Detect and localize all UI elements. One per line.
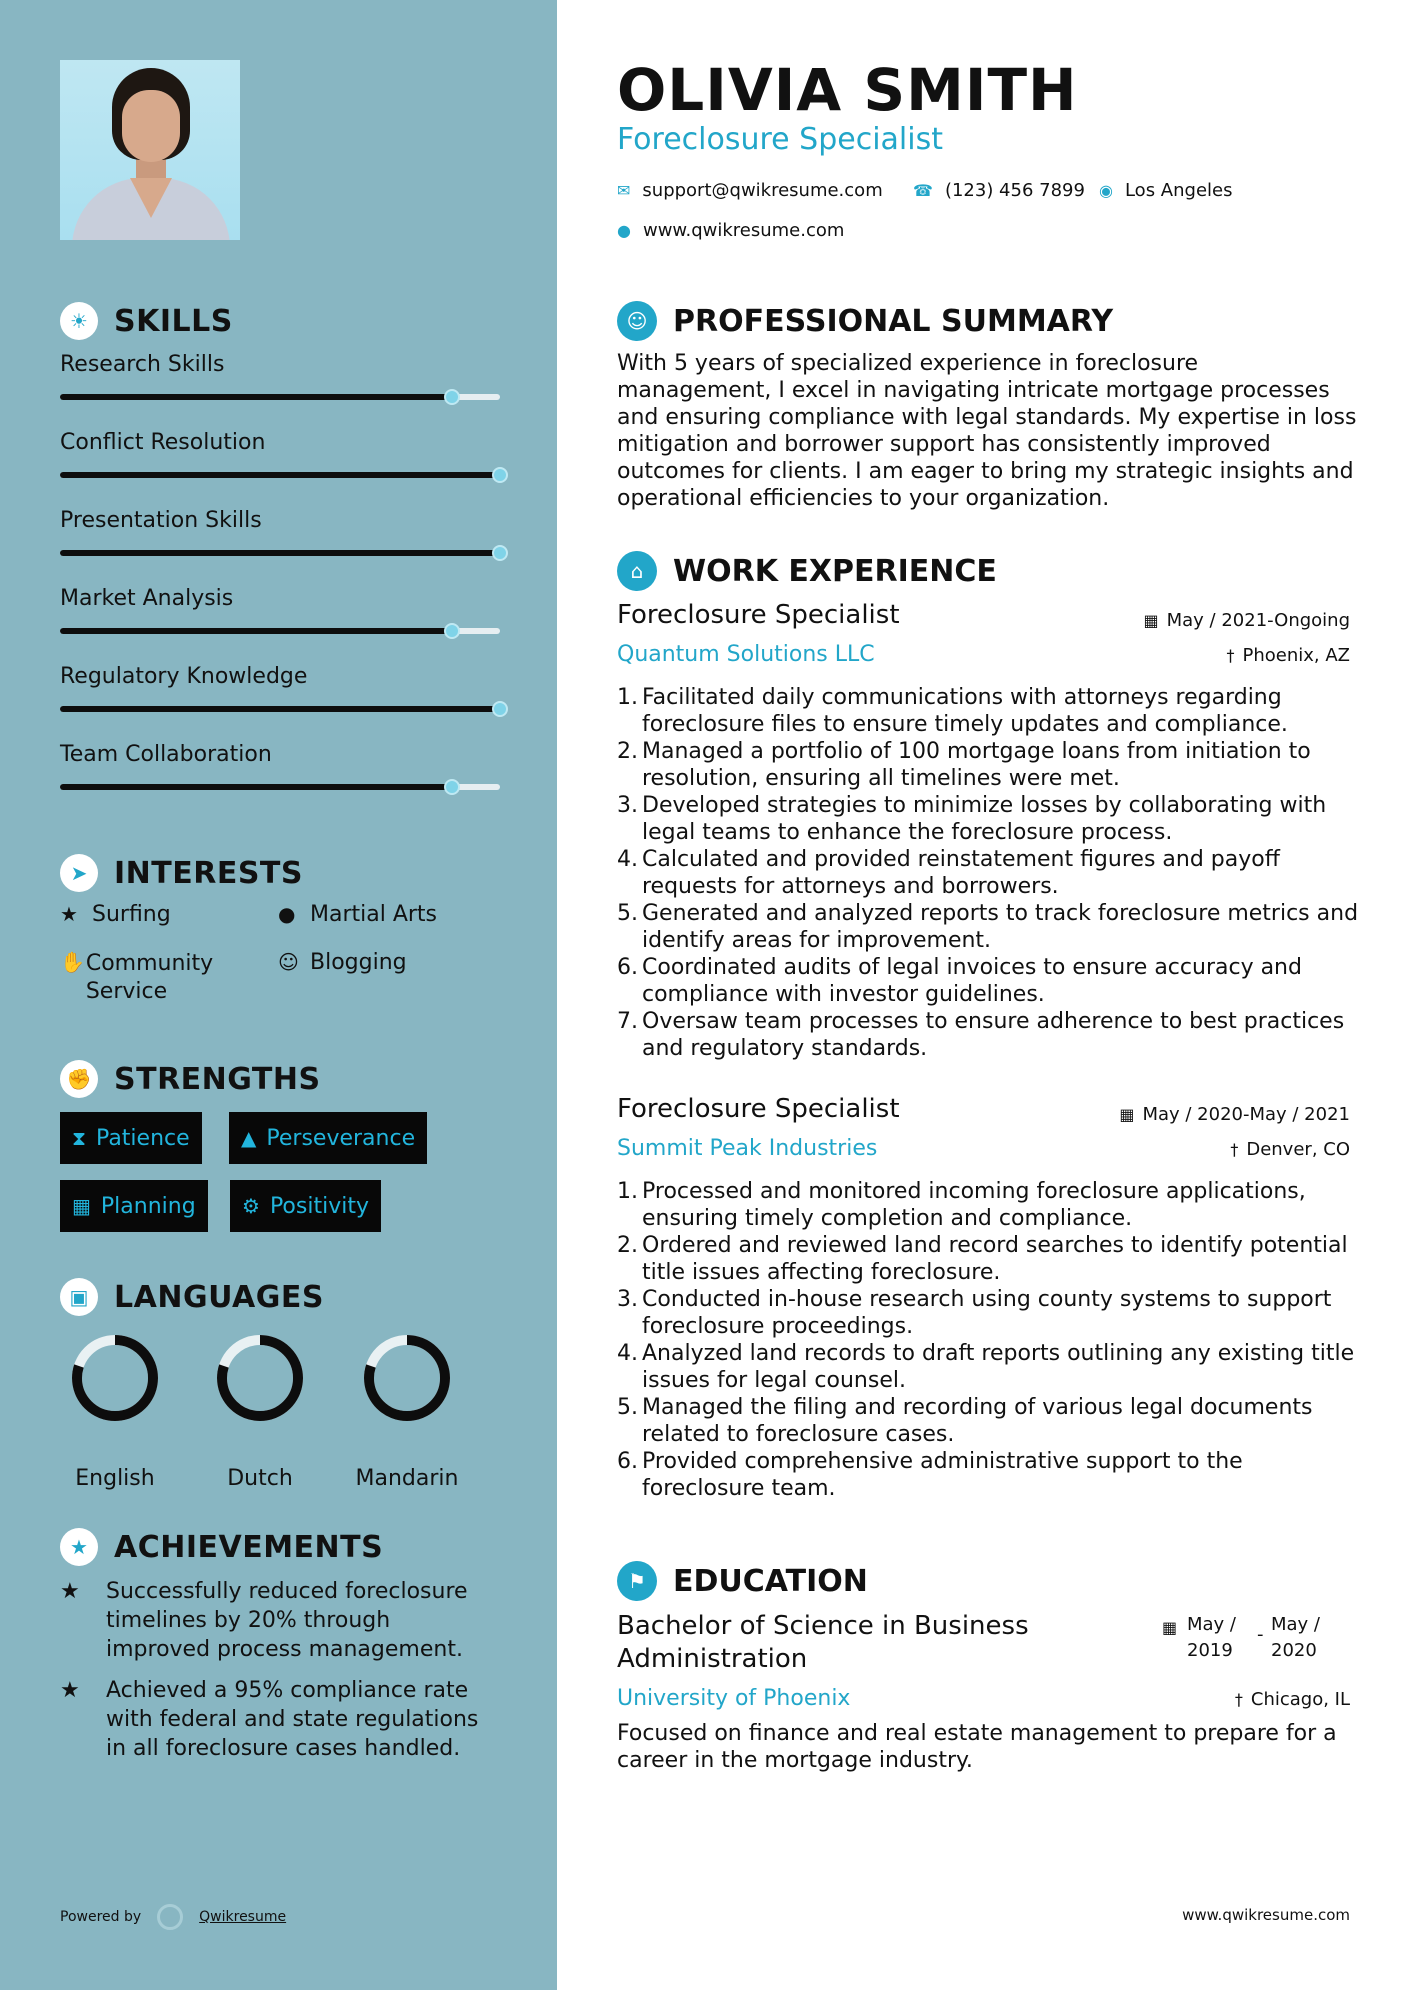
skill-bar-knob <box>444 779 460 795</box>
skill-item <box>60 586 500 611</box>
calendar-icon: ▦ <box>1143 611 1159 630</box>
pushpin-icon: † <box>1234 1690 1243 1709</box>
road-icon: ▲ <box>241 1126 257 1150</box>
duty-item: 2. Managed a portfolio of 100 mortgage loans from initiation to resolution, ensuring all timelines were met. <box>617 739 1311 791</box>
achievement-item: ★ Achieved a 95% compliance rate with federal and state regulations in all foreclosure cases handled. <box>60 1678 479 1761</box>
star-badge-icon: ★ <box>60 1528 98 1566</box>
calendar-icon: ▦ <box>1162 1618 1178 1637</box>
skill-bar-fill <box>60 472 500 478</box>
edu-start-date: May / 2019 <box>1187 1614 1236 1661</box>
duty-item: 2. Ordered and reviewed land record searches to identify potential title issues affecting foreclosure. <box>617 1233 1348 1285</box>
hourglass-icon: ⧗ <box>72 1126 87 1150</box>
skill-name: Presentation Skills <box>60 508 262 533</box>
duty-item: 4. Analyzed land records to draft reports outlining any existing title issues for legal counsel. <box>617 1341 1355 1393</box>
hand-icon: ✋ <box>60 950 85 974</box>
job-duties-list <box>617 1178 1362 1502</box>
envelope-icon: ✉ <box>617 181 631 200</box>
language-ring <box>212 1330 308 1426</box>
duty-item: 5. Managed the filing and recording of various legal documents related to foreclosure cases. <box>617 1395 1313 1447</box>
graduation-cap-icon: ⚑ <box>617 1561 657 1601</box>
skill-bar-fill <box>60 628 452 634</box>
skill-bar-knob <box>444 623 460 639</box>
strength-badge: ⧗ Patience <box>60 1112 202 1164</box>
job-location: † Denver, CO <box>1230 1139 1350 1160</box>
sun-icon: ⚙ <box>242 1194 260 1218</box>
interest-item: ☺ Blogging <box>278 950 407 975</box>
skill-bar-fill <box>60 550 500 556</box>
edu-date-dash: - <box>1257 1624 1264 1645</box>
pushpin-icon: † <box>1230 1140 1239 1159</box>
phone-icon: ☎ <box>913 181 933 200</box>
map-pin-icon: ◉ <box>1099 181 1113 200</box>
id-card-icon: ▣ <box>60 1278 98 1316</box>
globe-icon: ● <box>278 902 296 926</box>
language-name: English <box>75 1466 155 1491</box>
skill-item <box>60 508 500 533</box>
skill-bar <box>60 472 500 478</box>
calendar-icon: ▦ <box>72 1194 91 1218</box>
skill-bar-knob <box>492 545 508 561</box>
skill-name: Conflict Resolution <box>60 430 266 455</box>
skill-bar <box>60 550 500 556</box>
skill-bar-fill <box>60 706 500 712</box>
contact-phone[interactable]: ☎ (123) 456 7899 <box>913 180 1085 201</box>
skill-bar <box>60 706 500 712</box>
powered-by: Powered by Qwikresume <box>60 1904 286 1930</box>
skill-bar <box>60 394 500 400</box>
skill-bar <box>60 784 500 790</box>
job-duties-list <box>617 684 1362 1062</box>
language-ring <box>359 1330 455 1426</box>
duty-item: 1. Facilitated daily communications with attorneys regarding foreclosure files to ensure timely updates and compliance. <box>617 685 1288 737</box>
skill-name: Regulatory Knowledge <box>60 664 308 689</box>
job-date: ▦ May / 2021-Ongoing <box>1143 610 1350 631</box>
language-item <box>205 1330 315 1491</box>
contact-email[interactable]: ✉ support@qwikresume.com <box>617 180 883 201</box>
pushpin-icon: † <box>1226 646 1235 665</box>
user-icon: ☺ <box>617 301 657 341</box>
achievements-heading: ★ ACHIEVEMENTS <box>60 1528 383 1566</box>
skills-heading: ☀ SKILLS <box>60 302 233 340</box>
job-company: Quantum Solutions LLC <box>617 642 875 667</box>
globe-icon: ● <box>617 221 631 240</box>
languages-heading: ▣ LANGUAGES <box>60 1278 324 1316</box>
skill-item <box>60 352 500 377</box>
duty-item: 3. Developed strategies to minimize losses by collaborating with legal teams to enhance the foreclosure process. <box>617 793 1327 845</box>
school-name: University of Phoenix <box>617 1686 851 1711</box>
strengths-heading: ✊ STRENGTHS <box>60 1060 321 1098</box>
strength-badge: ▦ Planning <box>60 1180 208 1232</box>
job-company: Summit Peak Industries <box>617 1136 878 1161</box>
language-name: Dutch <box>227 1466 293 1491</box>
duty-item: 3. Conducted in-house research using county systems to support foreclosure proceedings. <box>617 1287 1332 1339</box>
qwikresume-logo-icon <box>157 1904 183 1930</box>
contact-website[interactable]: ● www.qwikresume.com <box>617 220 845 241</box>
contact-location: ◉ Los Angeles <box>1099 180 1233 201</box>
experience-heading: ⌂ WORK EXPERIENCE <box>617 551 997 591</box>
strength-badge: ⚙ Positivity <box>230 1180 381 1232</box>
users-icon: ☺ <box>278 950 299 974</box>
edu-end-date: May / 2020 <box>1271 1614 1320 1661</box>
footer-url[interactable]: www.qwikresume.com <box>1182 1906 1350 1924</box>
duty-item: 4. Calculated and provided reinstatement figures and payoff requests for attorneys and borrowers. <box>617 847 1280 899</box>
duty-item: 6. Provided comprehensive administrative support to the foreclosure team. <box>617 1449 1243 1501</box>
skill-item <box>60 664 500 689</box>
job-location: † Phoenix, AZ <box>1226 645 1350 666</box>
summary-text: With 5 years of specialized experience in foreclosure management, I excel in navigating intricate mortgage processes and ensuring compliance with legal standards. My expertise in loss mitigation and borrower support has consistently improved outcomes for clients. I am eager to bring my strategic insights and operational efficiencies to your organization. <box>617 351 1357 511</box>
job-title: Foreclosure Specialist <box>617 600 900 630</box>
interests-heading: ➤ INTERESTS <box>60 854 303 892</box>
candidate-name: OLIVIA SMITH <box>617 56 1078 124</box>
language-item <box>352 1330 462 1491</box>
job-date: ▦ May / 2020-May / 2021 <box>1119 1104 1350 1125</box>
skill-name: Research Skills <box>60 352 225 377</box>
candidate-role: Foreclosure Specialist <box>617 122 943 157</box>
skill-bar <box>60 628 500 634</box>
fist-icon: ✊ <box>60 1060 98 1098</box>
interest-item: ★ Surfing <box>60 902 171 927</box>
skill-item <box>60 430 500 455</box>
skill-bar-fill <box>60 784 452 790</box>
school-location: † Chicago, IL <box>1234 1689 1350 1710</box>
paper-plane-icon: ➤ <box>60 854 98 892</box>
interest-item: ● Martial Arts <box>278 902 438 927</box>
interest-item: ✋ Community Service <box>60 950 214 1004</box>
education-description: Focused on finance and real estate management to prepare for a career in the mortgage industry. <box>617 1721 1337 1773</box>
language-name: Mandarin <box>355 1466 459 1491</box>
duty-item: 6. Coordinated audits of legal invoices to ensure accuracy and compliance with investor guidelines. <box>617 955 1302 1007</box>
sidebar <box>0 0 557 1990</box>
skill-name: Market Analysis <box>60 586 234 611</box>
qwikresume-link[interactable]: Qwikresume <box>199 1909 287 1925</box>
achievement-item: ★ Successfully reduced foreclosure timelines by 20% through improved process management. <box>60 1579 468 1662</box>
duty-item: 5. Generated and analyzed reports to track foreclosure metrics and identify areas for improvement. <box>617 901 1359 953</box>
language-item <box>60 1330 170 1491</box>
degree-title: Bachelor of Science in Business Administration <box>617 1611 1029 1674</box>
duty-item: 7. Oversaw team processes to ensure adherence to best practices and regulatory standards. <box>617 1009 1345 1061</box>
duty-item: 1. Processed and monitored incoming foreclosure applications, ensuring timely completion and compliance. <box>617 1179 1306 1231</box>
skill-bar-knob <box>492 701 508 717</box>
main-content <box>557 0 1407 1990</box>
lightbulb-icon: ☀ <box>60 302 98 340</box>
calendar-icon: ▦ <box>1119 1105 1135 1124</box>
skill-item <box>60 742 500 767</box>
star-icon: ★ <box>60 902 78 926</box>
summary-heading: ☺ PROFESSIONAL SUMMARY <box>617 301 1113 341</box>
skill-bar-knob <box>492 467 508 483</box>
skill-name: Team Collaboration <box>60 742 272 767</box>
job-title: Foreclosure Specialist <box>617 1094 900 1124</box>
skill-bar-knob <box>444 389 460 405</box>
language-ring <box>67 1330 163 1426</box>
office-chair-icon: ⌂ <box>617 551 657 591</box>
profile-photo <box>60 60 240 240</box>
skill-bar-fill <box>60 394 452 400</box>
education-heading: ⚑ EDUCATION <box>617 1561 868 1601</box>
shooting-star-icon: ★ <box>60 1579 80 1604</box>
shooting-star-icon: ★ <box>60 1678 80 1703</box>
strength-badge: ▲ Perseverance <box>229 1112 427 1164</box>
